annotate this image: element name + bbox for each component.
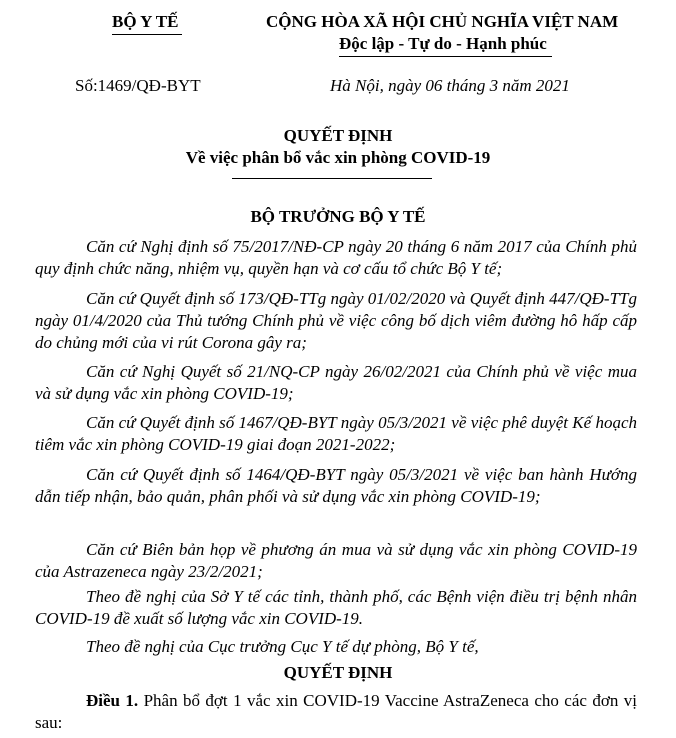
preamble-paragraph: Căn cứ Quyết định số 1464/QĐ-BYT ngày 05/3/2021 về việc ban hành Hướng dẫn tiếp nhận, bảo quản, phân phối và sử dụng vắc xin phòng COVID-19; bbox=[35, 465, 637, 506]
article-1-label: Điều 1. bbox=[86, 691, 139, 710]
article-1-text: Phân bổ đợt 1 vắc xin COVID-19 Vaccine AstraZeneca cho các đơn vị sau: bbox=[35, 691, 637, 732]
motto-underline bbox=[339, 56, 552, 57]
preamble-paragraph: Căn cứ Nghị Quyết số 21/NQ-CP ngày 26/02/2021 của Chính phủ về việc mua và sử dụng vắc xin phòng COVID-19; bbox=[35, 362, 637, 403]
national-motto: Độc lập - Tự do - Hạnh phúc bbox=[339, 34, 547, 53]
republic-name: CỘNG HÒA XÃ HỘI CHỦ NGHĨA VIỆT NAM bbox=[266, 12, 619, 31]
decision-title: QUYẾT ĐỊNH bbox=[283, 126, 393, 145]
place-and-date: Hà Nội, ngày 06 tháng 3 năm 2021 bbox=[330, 76, 570, 95]
ministry-name: BỘ Y TẾ bbox=[112, 12, 179, 31]
decision-subject: Về việc phân bổ vắc xin phòng COVID-19 bbox=[185, 148, 491, 167]
preamble-paragraph: Theo đề nghị của Sở Y tế các tỉnh, thành phố, các Bệnh viện điều trị bệnh nhân COVID-19 đề xuất số lượng vắc xin COVID-19. bbox=[35, 587, 637, 628]
document-number: Số:1469/QĐ-BYT bbox=[75, 76, 201, 95]
ministry-underline bbox=[112, 34, 182, 35]
article-1 bbox=[35, 690, 637, 734]
preamble-paragraph: Căn cứ Quyết định số 1467/QĐ-BYT ngày 05/3/2021 về việc phê duyệt Kế hoạch tiêm vắc xin phòng COVID-19 giai đoạn 2021-2022; bbox=[35, 413, 637, 454]
preamble-paragraph: Căn cứ Quyết định số 173/QĐ-TTg ngày 01/02/2020 và Quyết định 447/QĐ-TTg ngày 01/4/2020 của Thủ tướng Chính phủ về việc công bố dịch viêm đường hô hấp cấp do chủng mới của vi rút Corona gây ra; bbox=[35, 289, 637, 352]
preamble-paragraph: Căn cứ Nghị định số 75/2017/NĐ-CP ngày 20 tháng 6 năm 2017 của Chính phủ quy định chức năng, nhiệm vụ, quyền hạn và cơ cấu tổ chức Bộ Y tế; bbox=[35, 237, 637, 278]
issuer-title: BỘ TRƯỞNG BỘ Y TẾ bbox=[250, 207, 426, 226]
subject-underline bbox=[232, 178, 432, 179]
preamble-paragraph: Căn cứ Biên bản họp về phương án mua và sử dụng vắc xin phòng COVID-19 của Astrazeneca ngày 23/2/2021; bbox=[35, 540, 637, 581]
preamble-paragraph: Theo đề nghị của Cục trưởng Cục Y tế dự phòng, Bộ Y tế, bbox=[86, 637, 479, 656]
decision-heading: QUYẾT ĐỊNH bbox=[283, 663, 393, 682]
